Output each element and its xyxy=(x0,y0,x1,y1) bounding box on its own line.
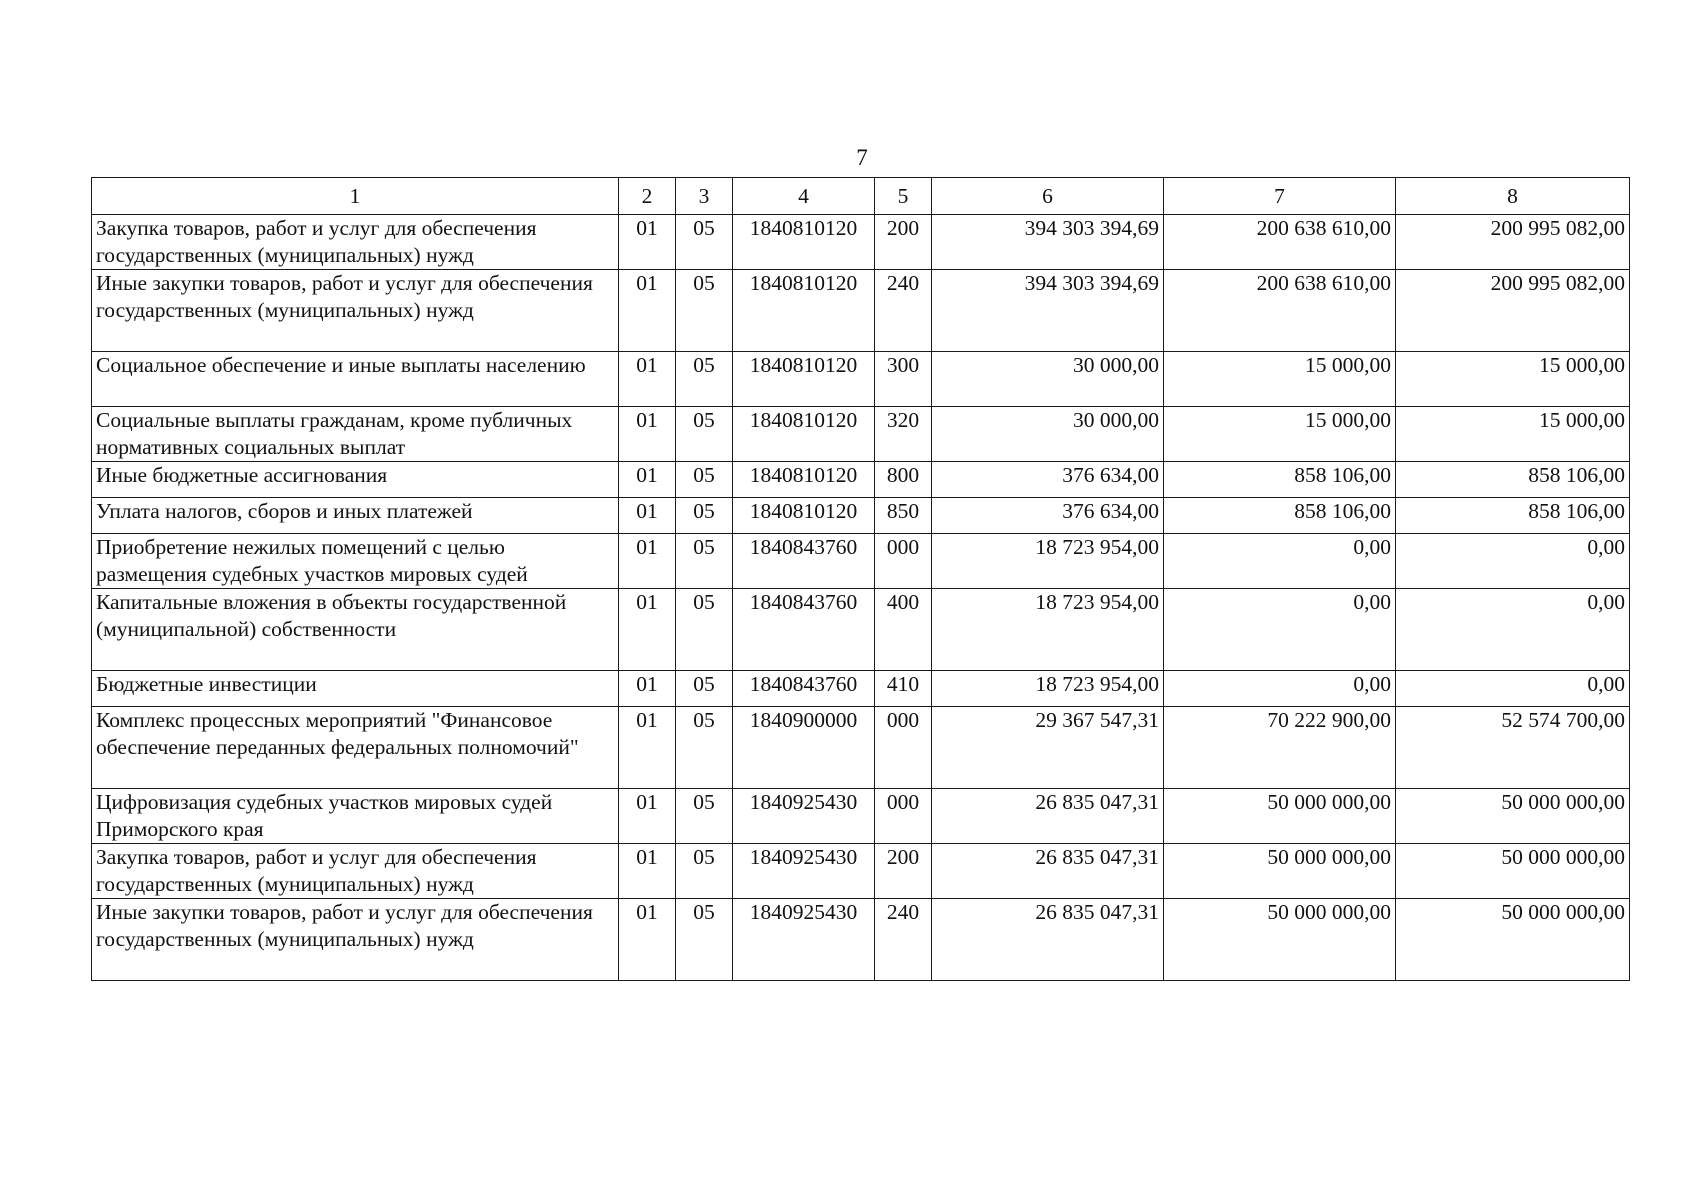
row-section: 01 xyxy=(619,534,676,589)
row-amount-7: 200 638 610,00 xyxy=(1164,270,1396,352)
page-number: 7 xyxy=(856,145,868,170)
row-name: Приобретение нежилых помещений с целью размещения судебных участков мировых судей xyxy=(92,534,619,589)
row-amount-7: 15 000,00 xyxy=(1164,407,1396,462)
row-expense-type: 850 xyxy=(875,498,932,534)
row-amount-8: 200 995 082,00 xyxy=(1396,270,1630,352)
row-section: 01 xyxy=(619,844,676,899)
row-amount-6: 26 835 047,31 xyxy=(932,789,1164,844)
row-amount-7: 858 106,00 xyxy=(1164,462,1396,498)
row-target-code: 1840810120 xyxy=(733,407,875,462)
row-name: Социальное обеспечение и иные выплаты населению xyxy=(92,352,619,407)
row-expense-type: 000 xyxy=(875,789,932,844)
row-amount-6: 18 723 954,00 xyxy=(932,534,1164,589)
row-target-code: 1840810120 xyxy=(733,215,875,270)
table-row xyxy=(92,462,1630,498)
row-target-code: 1840843760 xyxy=(733,671,875,707)
row-name: Иные закупки товаров, работ и услуг для обеспечения государственных (муниципальных) нужд xyxy=(92,270,619,352)
row-amount-8: 858 106,00 xyxy=(1396,462,1630,498)
row-name: Уплата налогов, сборов и иных платежей xyxy=(92,498,619,534)
row-target-code: 1840925430 xyxy=(733,789,875,844)
row-target-code: 1840925430 xyxy=(733,899,875,981)
row-section: 01 xyxy=(619,589,676,671)
row-subsection: 05 xyxy=(676,215,733,270)
row-amount-6: 30 000,00 xyxy=(932,352,1164,407)
row-name: Комплекс процессных мероприятий "Финансовое обеспечение переданных федеральных полномочий" xyxy=(92,707,619,789)
table-row xyxy=(92,671,1630,707)
table-row xyxy=(92,789,1630,844)
row-target-code: 1840843760 xyxy=(733,534,875,589)
row-amount-7: 0,00 xyxy=(1164,671,1396,707)
row-expense-type: 200 xyxy=(875,844,932,899)
row-amount-6: 376 634,00 xyxy=(932,498,1164,534)
row-subsection: 05 xyxy=(676,407,733,462)
row-target-code: 1840925430 xyxy=(733,844,875,899)
row-subsection: 05 xyxy=(676,498,733,534)
row-amount-6: 18 723 954,00 xyxy=(932,671,1164,707)
row-expense-type: 410 xyxy=(875,671,932,707)
row-amount-8: 15 000,00 xyxy=(1396,407,1630,462)
column-header: 3 xyxy=(676,178,733,215)
row-amount-7: 200 638 610,00 xyxy=(1164,215,1396,270)
row-name: Социальные выплаты гражданам, кроме публичных нормативных социальных выплат xyxy=(92,407,619,462)
row-amount-6: 394 303 394,69 xyxy=(932,215,1164,270)
row-amount-6: 26 835 047,31 xyxy=(932,844,1164,899)
row-target-code: 1840810120 xyxy=(733,462,875,498)
row-section: 01 xyxy=(619,671,676,707)
row-subsection: 05 xyxy=(676,899,733,981)
row-amount-7: 50 000 000,00 xyxy=(1164,899,1396,981)
column-header: 7 xyxy=(1164,178,1396,215)
row-expense-type: 200 xyxy=(875,215,932,270)
row-amount-7: 0,00 xyxy=(1164,589,1396,671)
row-target-code: 1840810120 xyxy=(733,352,875,407)
row-amount-8: 50 000 000,00 xyxy=(1396,899,1630,981)
row-amount-7: 858 106,00 xyxy=(1164,498,1396,534)
row-name: Закупка товаров, работ и услуг для обеспечения государственных (муниципальных) нужд xyxy=(92,215,619,270)
row-amount-8: 200 995 082,00 xyxy=(1396,215,1630,270)
row-amount-6: 30 000,00 xyxy=(932,407,1164,462)
row-name: Закупка товаров, работ и услуг для обеспечения государственных (муниципальных) нужд xyxy=(92,844,619,899)
row-section: 01 xyxy=(619,789,676,844)
column-header: 8 xyxy=(1396,178,1630,215)
row-amount-7: 50 000 000,00 xyxy=(1164,844,1396,899)
row-subsection: 05 xyxy=(676,534,733,589)
table-row xyxy=(92,534,1630,589)
row-expense-type: 240 xyxy=(875,899,932,981)
table-row xyxy=(92,352,1630,407)
row-amount-7: 0,00 xyxy=(1164,534,1396,589)
row-amount-8: 0,00 xyxy=(1396,589,1630,671)
row-section: 01 xyxy=(619,899,676,981)
row-amount-8: 50 000 000,00 xyxy=(1396,844,1630,899)
table-row xyxy=(92,407,1630,462)
row-name: Капитальные вложения в объекты государственной (муниципальной) собственности xyxy=(92,589,619,671)
row-expense-type: 300 xyxy=(875,352,932,407)
table-row xyxy=(92,844,1630,899)
table-row xyxy=(92,589,1630,671)
table-row xyxy=(92,899,1630,981)
column-header: 5 xyxy=(875,178,932,215)
row-expense-type: 320 xyxy=(875,407,932,462)
row-expense-type: 000 xyxy=(875,534,932,589)
table-row xyxy=(92,215,1630,270)
row-name: Бюджетные инвестиции xyxy=(92,671,619,707)
row-subsection: 05 xyxy=(676,671,733,707)
row-section: 01 xyxy=(619,498,676,534)
row-name: Иные закупки товаров, работ и услуг для обеспечения государственных (муниципальных) нужд xyxy=(92,899,619,981)
row-amount-7: 15 000,00 xyxy=(1164,352,1396,407)
row-amount-8: 0,00 xyxy=(1396,671,1630,707)
column-header: 1 xyxy=(92,178,619,215)
budget-table xyxy=(91,177,1630,981)
column-header: 4 xyxy=(733,178,875,215)
row-amount-8: 50 000 000,00 xyxy=(1396,789,1630,844)
row-amount-7: 70 222 900,00 xyxy=(1164,707,1396,789)
row-subsection: 05 xyxy=(676,462,733,498)
row-name: Иные бюджетные ассигнования xyxy=(92,462,619,498)
row-expense-type: 400 xyxy=(875,589,932,671)
row-section: 01 xyxy=(619,407,676,462)
row-expense-type: 240 xyxy=(875,270,932,352)
row-subsection: 05 xyxy=(676,270,733,352)
row-section: 01 xyxy=(619,215,676,270)
row-subsection: 05 xyxy=(676,789,733,844)
row-section: 01 xyxy=(619,270,676,352)
row-amount-8: 0,00 xyxy=(1396,534,1630,589)
row-subsection: 05 xyxy=(676,352,733,407)
row-expense-type: 800 xyxy=(875,462,932,498)
row-amount-8: 52 574 700,00 xyxy=(1396,707,1630,789)
table-row xyxy=(92,707,1630,789)
row-subsection: 05 xyxy=(676,589,733,671)
row-target-code: 1840810120 xyxy=(733,498,875,534)
column-header: 2 xyxy=(619,178,676,215)
row-subsection: 05 xyxy=(676,707,733,789)
row-amount-8: 858 106,00 xyxy=(1396,498,1630,534)
row-amount-7: 50 000 000,00 xyxy=(1164,789,1396,844)
row-amount-6: 394 303 394,69 xyxy=(932,270,1164,352)
row-subsection: 05 xyxy=(676,844,733,899)
table-row xyxy=(92,270,1630,352)
table-row xyxy=(92,498,1630,534)
row-target-code: 1840900000 xyxy=(733,707,875,789)
table-header-row xyxy=(92,178,1630,215)
row-section: 01 xyxy=(619,462,676,498)
row-expense-type: 000 xyxy=(875,707,932,789)
row-amount-6: 376 634,00 xyxy=(932,462,1164,498)
row-target-code: 1840843760 xyxy=(733,589,875,671)
row-section: 01 xyxy=(619,707,676,789)
row-section: 01 xyxy=(619,352,676,407)
row-amount-6: 18 723 954,00 xyxy=(932,589,1164,671)
row-target-code: 1840810120 xyxy=(733,270,875,352)
row-amount-8: 15 000,00 xyxy=(1396,352,1630,407)
row-amount-6: 26 835 047,31 xyxy=(932,899,1164,981)
row-amount-6: 29 367 547,31 xyxy=(932,707,1164,789)
row-name: Цифровизация судебных участков мировых судей Приморского края xyxy=(92,789,619,844)
column-header: 6 xyxy=(932,178,1164,215)
